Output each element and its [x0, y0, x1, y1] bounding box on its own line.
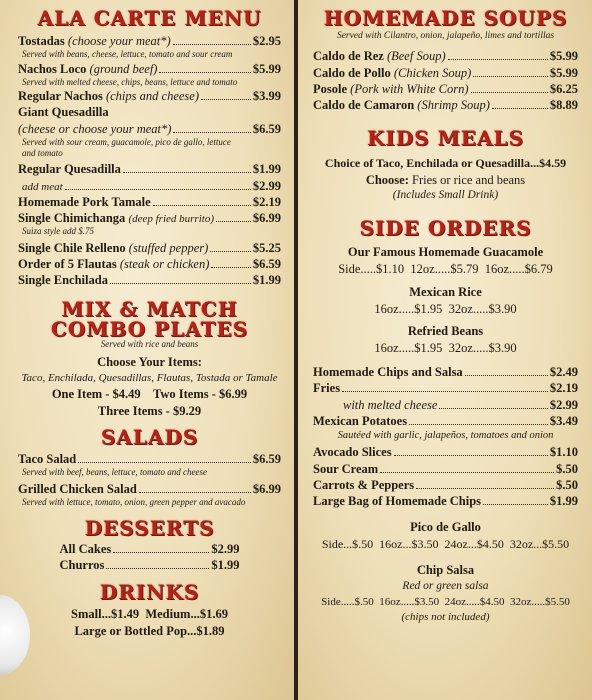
menu-item — [313, 81, 578, 97]
addon-price: $2.99 — [252, 178, 281, 193]
chip-salsa-title: Chip Salsa — [416, 563, 475, 578]
item-name: Large Bag of Homemade Chips — [313, 494, 482, 509]
item-name: Fries — [313, 381, 341, 396]
dot-leader — [448, 59, 548, 60]
left-menu-panel — [0, 0, 294, 700]
item-name: Giant Quesadilla — [18, 105, 109, 120]
sides-heading: SIDE ORDERS — [359, 215, 532, 240]
item-note: Served with beans, cheese, lettuce, tomato and sour cream — [22, 49, 233, 60]
item-price: $6.59 — [252, 256, 281, 271]
item-price: $3.49 — [549, 413, 578, 428]
menu-item — [18, 161, 281, 177]
item-name: Sour Cream — [313, 461, 379, 476]
item-price: $5.99 — [549, 49, 578, 64]
item-desc: (stuffed pepper) — [128, 240, 209, 255]
kids-choose-label: Choose: — [365, 172, 409, 187]
dot-leader — [416, 488, 554, 489]
item-price: $2.49 — [549, 365, 578, 380]
dot-leader — [473, 76, 548, 77]
chip-salsa-sub: Red or green salsa — [402, 580, 489, 593]
dot-leader — [380, 472, 554, 473]
item-price: $6.59 — [252, 451, 281, 466]
menu-item — [18, 451, 281, 467]
dot-leader — [173, 44, 251, 45]
menu-item-addon — [18, 178, 281, 194]
item-price: $2.99 — [549, 397, 578, 412]
item-price: $5.99 — [252, 61, 281, 76]
menu-item — [18, 256, 281, 272]
dot-leader — [78, 462, 251, 463]
item-name: Single Chile Relleno — [18, 240, 126, 255]
item-desc: (choose your meat*) — [67, 34, 171, 48]
combo-choose-label: Choose Your Items: — [97, 355, 202, 370]
item-note: Served with beef, beans, lettuce, tomato and cheese — [22, 466, 207, 477]
menu-item — [313, 48, 578, 64]
dot-leader — [409, 424, 548, 425]
item-name: Single Chimichanga — [18, 211, 126, 226]
ala-carte-heading: ALA CARTE MENU — [37, 6, 262, 30]
item-price: $.50 — [556, 461, 578, 476]
item-name: Homemade Pork Tamale — [18, 194, 151, 209]
soups-heading: HOMEMADE SOUPS — [323, 6, 568, 30]
dot-leader — [201, 99, 251, 100]
combo-heading-line1: MIX & MATCH — [61, 297, 238, 322]
kids-choose — [313, 172, 578, 189]
item-price: $3.99 — [252, 89, 281, 103]
combo-price-line1: One Item - $4.49 Two Items - $6.99 — [51, 386, 248, 401]
item-price: $.50 — [556, 477, 578, 492]
item-desc: (Shrimp Soup) — [417, 98, 490, 113]
menu-item-line2 — [18, 121, 281, 137]
guac-title: Our Famous Homemade Guacamole — [347, 244, 544, 259]
dot-leader — [173, 132, 250, 133]
item-desc: (cheese or choose your meat*) — [18, 121, 172, 136]
menu-item — [60, 557, 240, 573]
salads-heading: SALADS — [100, 424, 199, 449]
item-price: $6.99 — [252, 211, 281, 226]
menu-item — [18, 272, 281, 288]
soups-note: Served with Cilantro, onion, jalapeño, limes and tortillas — [336, 31, 555, 41]
item-name: Nachos Loco — [18, 61, 87, 76]
menu-item — [18, 481, 281, 497]
menu-item — [313, 461, 578, 477]
dot-leader — [210, 251, 251, 252]
item-price: $8.89 — [549, 98, 578, 113]
ala-carte-list — [18, 33, 281, 288]
dot-leader — [465, 375, 548, 376]
item-price: $2.19 — [549, 381, 578, 396]
item-price: $2.95 — [252, 34, 281, 48]
menu-item — [313, 65, 578, 81]
menu-item — [313, 444, 578, 460]
dot-leader — [106, 568, 209, 569]
chip-salsa-prices: Side.....$.50 16oz.....$3.50 24oz.....$4.50 32oz.....$5.50 — [321, 595, 570, 608]
item-name: Order of 5 Flautas — [18, 256, 117, 271]
menu-item — [313, 493, 578, 509]
combo-heading-line2: COMBO PLATES — [50, 317, 249, 342]
item-price: $1.99 — [252, 273, 281, 288]
item-note: Served with sour cream, guacamole, pico de gallo, lettuce — [22, 136, 231, 147]
menu-item — [60, 541, 240, 557]
pico-prices: Side...$.50 16oz...$3.50 24oz...$4.50 32oz...$5.50 — [321, 537, 570, 552]
item-desc: (steak or chicken) — [119, 256, 210, 271]
menu-item — [18, 61, 281, 77]
item-name: Taco Salad — [18, 451, 77, 466]
item-name: Caldo de Rez — [313, 49, 384, 64]
kids-heading: KIDS MEALS — [367, 126, 524, 151]
drinks-heading: DRINKS — [99, 580, 200, 605]
kids-choose-value: Fries or rice and beans — [412, 172, 526, 187]
desserts-heading: DESSERTS — [84, 515, 215, 540]
desserts-list — [18, 541, 281, 574]
dot-leader — [483, 504, 548, 505]
drinks-line2: Large or Bottled Pop...$1.89 — [74, 623, 225, 638]
rice-title: Mexican Rice — [409, 284, 482, 299]
dot-leader — [394, 455, 548, 456]
item-note: Served with lettuce, tomato, onion, green pepper and avacado — [22, 497, 246, 508]
item-name: Grilled Chicken Salad — [18, 482, 137, 497]
right-menu-panel — [298, 0, 592, 700]
item-price: $2.19 — [252, 194, 281, 209]
kids-note: (Includes Small Drink) — [392, 189, 499, 202]
salads-list — [18, 451, 281, 509]
item-desc: (deep fried burrito) — [128, 213, 214, 226]
item-price: $1.99 — [211, 557, 240, 572]
item-price: $1.99 — [549, 494, 578, 509]
menu-item — [18, 33, 281, 49]
menu-item — [313, 97, 578, 113]
menu-item — [18, 88, 281, 104]
dot-leader — [471, 92, 548, 93]
soups-list — [313, 48, 578, 113]
dot-leader — [216, 221, 251, 222]
addon-label: add meat — [22, 180, 63, 193]
combo-price-line2: Three Items - $9.29 — [97, 403, 202, 418]
item-price: $5.25 — [252, 240, 281, 255]
item-name: Caldo de Pollo — [313, 65, 391, 80]
item-price: $2.99 — [211, 541, 240, 556]
sides-list — [313, 364, 578, 509]
item-name: Single Enchilada — [18, 273, 108, 288]
menu-item — [18, 194, 281, 210]
item-name: Avocado Slices — [313, 445, 392, 460]
item-price: $6.99 — [252, 482, 281, 497]
item-name: Homemade Chips and Salsa — [313, 365, 463, 380]
item-name: Regular Nachos — [18, 89, 103, 103]
dot-leader — [342, 391, 548, 392]
combo-note: Served with rice and beans — [100, 339, 199, 350]
combo-choices: Taco, Enchilada, Quesadillas, Flautas, Tostada or Tamale — [21, 372, 278, 385]
item-name: Churros — [59, 557, 105, 572]
menu-item — [18, 104, 281, 120]
dot-leader — [139, 492, 251, 493]
dot-leader — [159, 72, 250, 73]
item-desc: (ground beef) — [89, 61, 158, 76]
kids-line1: Choice of Taco, Enchilada or Quesadilla...$4.59 — [324, 156, 567, 171]
item-note: Served with melted cheese, chips, beans, lettuce and tomato — [22, 76, 238, 87]
menu-item — [313, 380, 578, 396]
item-note: and tomato — [22, 148, 63, 158]
item-name: Caldo de Camaron — [313, 98, 415, 113]
item-name: Regular Quesadilla — [18, 162, 121, 177]
rice-prices: 16oz.....$1.95 32oz.....$3.90 — [374, 301, 517, 316]
item-price: $6.59 — [252, 121, 281, 136]
chip-salsa-note: (chips not included) — [401, 610, 490, 623]
menu-item — [313, 364, 578, 380]
menu-item — [313, 397, 578, 413]
drinks-line1: Small...$1.49 Medium...$1.69 — [71, 607, 228, 622]
item-name: with melted cheese — [343, 397, 438, 412]
item-name: Tostadas — [18, 34, 65, 48]
dot-leader — [123, 172, 251, 173]
dot-leader — [113, 552, 209, 553]
beans-title: Refried Beans — [407, 324, 484, 339]
menu-item — [313, 477, 578, 493]
item-price: $1.10 — [549, 445, 578, 460]
menu-item — [18, 240, 281, 256]
beans-prices: 16oz.....$1.95 32oz.....$3.90 — [374, 341, 517, 356]
menu-item — [18, 210, 281, 226]
dot-leader — [492, 108, 548, 109]
item-name: All Cakes — [59, 541, 112, 556]
dot-leader — [110, 283, 251, 284]
item-desc: (Pork with White Corn) — [350, 81, 469, 96]
item-desc: (Beef Soup) — [386, 49, 446, 64]
item-note: Suiza style add $.75 — [22, 226, 94, 237]
dot-leader — [153, 205, 251, 206]
item-price: $6.25 — [549, 81, 578, 96]
item-name: Carrots & Peppers — [313, 477, 415, 492]
dot-leader — [211, 267, 250, 268]
item-name: Posole — [313, 81, 348, 96]
item-note: Sautéed with garlic, jalapeños, tomatoes and onion — [337, 430, 554, 442]
menu-item — [313, 413, 578, 429]
item-price: $1.99 — [252, 162, 281, 177]
item-desc: (Chicken Soup) — [393, 65, 472, 80]
pico-title: Pico de Gallo — [410, 520, 481, 535]
item-price: $5.99 — [549, 65, 578, 80]
item-desc: (chips and cheese) — [105, 89, 199, 103]
guac-prices: Side.....$1.10 12oz.....$5.79 16oz.....$6.79 — [338, 261, 553, 276]
dot-leader — [65, 189, 251, 190]
dot-leader — [439, 408, 547, 409]
item-name: Mexican Potatoes — [313, 413, 408, 428]
